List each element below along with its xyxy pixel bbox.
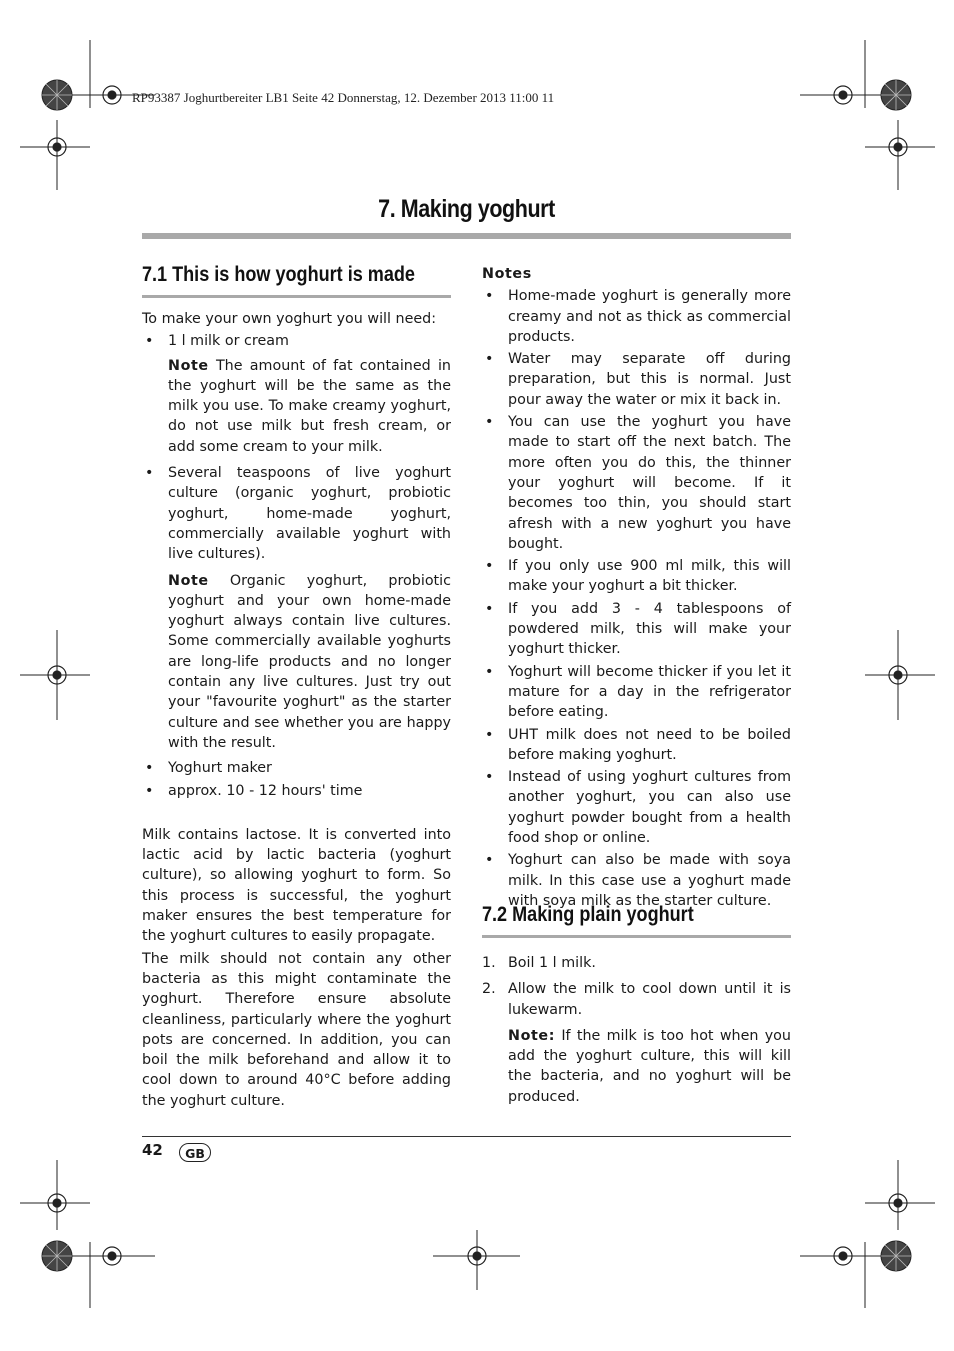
title-rule	[142, 233, 791, 239]
bullet-icon: •	[145, 782, 154, 799]
list-item	[482, 662, 791, 723]
list-item	[482, 286, 791, 347]
list-item	[142, 781, 451, 801]
list-item	[482, 556, 791, 597]
steps-block	[482, 953, 791, 1107]
note-block	[142, 356, 451, 457]
step-number: 2.	[482, 981, 496, 998]
note-text: Organic yoghurt, probiotic yoghurt and your own home-made yoghurt always contain live cultures. Some commercially available yoghurts are long-life products and no longer contain any live cultures. Just try out your "favourite yoghurt" as the starter culture and see whether you are happy with the result.	[168, 572, 451, 751]
right-column	[482, 264, 791, 911]
note-label: Note:	[508, 1027, 556, 1044]
page-title: 7. Making yoghurt	[378, 195, 555, 223]
bullet-icon: •	[485, 351, 494, 368]
list-item-text: Yoghurt will become thicker if you let it mature for a day in the refrigerator before eating.	[508, 663, 791, 721]
list-item-text: UHT milk does not need to be boiled before making yoghurt.	[508, 726, 791, 763]
list-item-text: You can use the yoghurt you have made to start off the next batch. The more often you do this, the thinner your yoghurt will become. If it becomes too thin, you should start afresh with a new yoghurt you have bought.	[508, 414, 791, 552]
bullet-icon: •	[145, 760, 154, 777]
list-item	[142, 331, 451, 351]
language-badge: GB	[179, 1143, 211, 1162]
section-heading-7-2: 7.2 Making plain yoghurt	[482, 903, 694, 926]
bullet-icon: •	[485, 558, 494, 575]
bullet-icon: •	[485, 852, 494, 869]
bullet-icon: •	[145, 333, 154, 350]
list-item-text: Several teaspoons of live yoghurt culture (organic yoghurt, probiotic yoghurt, home-made yoghurt, commercially available yoghurt with live cultures).	[168, 465, 451, 563]
list-item-text: Home-made yoghurt is generally more creamy and not as thick as commercial products.	[508, 288, 791, 345]
note-text: The amount of fat contained in the yoghurt will be the same as the milk you use. To make creamy yoghurt, do not use milk but fresh cream, or add some cream to your milk.	[168, 357, 451, 455]
page-number: 42	[142, 1141, 163, 1159]
section-heading-rule	[142, 295, 451, 298]
list-item	[482, 599, 791, 660]
step-number: 1.	[482, 955, 496, 971]
note-label: Note	[168, 357, 209, 374]
step-text: Allow the milk to cool down until it is lukewarm.	[508, 981, 791, 1018]
list-item	[482, 349, 791, 410]
list-item-text: Yoghurt maker	[168, 760, 272, 777]
bullet-icon: •	[485, 769, 494, 786]
step-text: Boil 1 l milk.	[508, 955, 596, 971]
notes-heading: Notes	[482, 266, 532, 282]
bullet-icon: •	[145, 465, 154, 482]
step-item	[482, 953, 791, 973]
body-paragraph: The milk should not contain any other bacteria as this might contaminate the yoghurt. Therefore ensure absolute cleanliness, particularly where the yoghurt pots are concerned. In addition, you can boil the milk beforehand and allow it to cool down to around 40°C before adding the yoghurt culture.	[142, 950, 451, 1109]
print-slug-line: RP93387 Joghurtbereiter LB1 Seite 42 Donnerstag, 12. Dezember 2013 11:00 11	[132, 90, 555, 105]
bullet-icon: •	[485, 414, 494, 431]
bullet-icon: •	[485, 600, 494, 617]
list-item-text: Instead of using yoghurt cultures from another yoghurt, you can also use yoghurt powder bought from a health food shop or online.	[508, 769, 791, 847]
list-item-text: Yoghurt can also be made with soya milk. In this case use a yoghurt made with soya milk as the starter culture.	[508, 852, 791, 909]
list-item-text: If you only use 900 ml milk, this will make your yoghurt a bit thicker.	[508, 558, 791, 595]
note-label: Note	[168, 572, 209, 589]
body-paragraph: Milk contains lactose. It is converted into lactic acid by lactic bacteria (yoghurt culture), so allowing yoghurt to form. So this process is successful, the yoghurt maker ensures the best temperature for the yoghurt cultures to easily propagate.	[142, 826, 451, 945]
list-item	[142, 463, 451, 564]
list-item-text: approx. 10 - 12 hours' time	[168, 782, 363, 799]
note-block	[142, 571, 451, 754]
list-item	[142, 758, 451, 778]
list-item-text: If you add 3 - 4 tablespoons of powdered milk, this will make your yoghurt thicker.	[508, 600, 791, 658]
section-heading-7-1: 7.1 This is how yoghurt is made	[142, 263, 415, 286]
note-block	[482, 1026, 791, 1107]
footer-rule	[142, 1136, 791, 1137]
bullet-icon: •	[485, 663, 494, 680]
list-item	[482, 767, 791, 848]
list-item	[482, 412, 791, 554]
intro-text: To make your own yoghurt you will need:	[142, 311, 437, 327]
left-column	[142, 309, 451, 1113]
bullet-icon: •	[485, 288, 494, 305]
list-item-text: Water may separate off during preparation, but this is normal. Just pour away the water or mix it back in.	[508, 351, 791, 408]
list-item	[482, 725, 791, 766]
bullet-icon: •	[485, 726, 494, 743]
list-item-text: 1 l milk or cream	[168, 333, 289, 350]
section-heading-rule	[482, 935, 791, 938]
step-item	[482, 979, 791, 1020]
note-text: If the milk is too hot when you add the yoghurt culture, this will kill the bacteria, and no yoghurt will be produced.	[508, 1027, 791, 1105]
